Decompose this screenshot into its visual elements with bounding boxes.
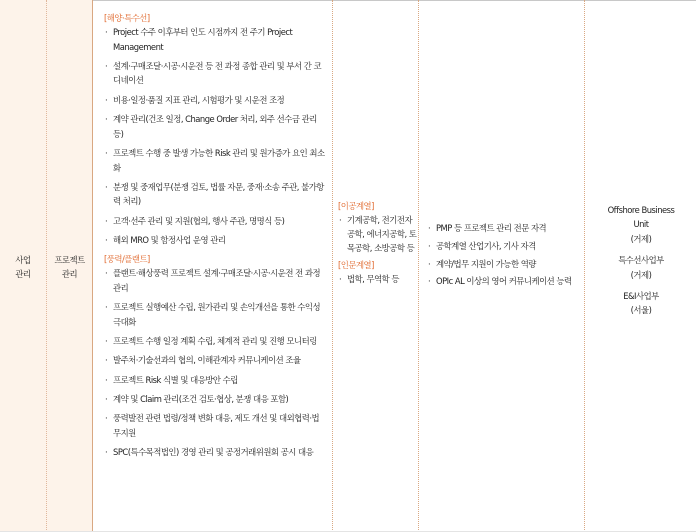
location-unit-place: (서울) — [630, 305, 652, 316]
list-item: · 계약 및 Claim 관리(조건 검토·협상, 분쟁 대응 포함) — [104, 392, 326, 407]
qualifications-cell — [418, 0, 584, 532]
majors-list-engineering — [338, 213, 418, 256]
majors-list-humanities — [338, 272, 418, 286]
list-item: · 프로젝트 Risk 식별 및 대응방안 수립 — [104, 373, 326, 388]
role-line-1: 프로젝트 — [54, 255, 85, 265]
list-item: · SPC(특수목적법인) 경영 관리 및 공정거래위원회 공시 대응 — [104, 445, 326, 460]
list-item: · 계약 관리(건조 일정, Change Order 처리, 외주 선수금 관리 등) — [104, 112, 326, 141]
role-line-2: 관리 — [61, 269, 78, 279]
majors-heading-humanities: [인문계열] — [338, 259, 374, 270]
duties-list-offshore — [104, 25, 326, 248]
location-unit-place: (거제) — [630, 233, 652, 244]
list-item: · 법학, 무역학 등 — [338, 272, 418, 286]
qualifications-list — [427, 221, 583, 289]
list-item: · 프로젝트 실행예산 수립, 원가관리 및 손익개선을 통한 수익성 극대화 — [104, 300, 326, 329]
list-item: · OPIc AL 이상의 영어 커뮤니케이션 능력 — [427, 274, 583, 289]
list-item: · 프로젝트 수행 일정 계획 수립, 체계적 관리 및 진행 모니터링 — [104, 334, 326, 349]
role-label — [47, 253, 92, 281]
majors-cell — [332, 0, 418, 532]
location-unit — [585, 253, 696, 282]
list-item: · 고객·선주 관리 및 지원(협의, 행사 주관, 명명식 등) — [104, 214, 326, 229]
list-item: · PMP 등 프로젝트 관리 전문 자격 — [427, 221, 583, 236]
location-unit-place: (거제) — [630, 269, 652, 280]
list-item: · 기계공학, 전기전자공학, 에너지공학, 토목공학, 소방공학 등 — [338, 213, 418, 256]
list-item: · 플랜트·해상풍력 프로젝트 설계·구매조달·시공·시운전 전 과정 관리 — [104, 266, 326, 295]
duties-heading-offshore: [해양·특수선] — [104, 13, 150, 23]
list-item: · 분쟁 및 중재업무(분쟁 검토, 법률 자문, 중재·소송 주관, 불가항력 처리) — [104, 180, 326, 209]
list-item: · 비용·일정·품질 지표 관리, 시험평가 및 시운전 조정 — [104, 93, 326, 108]
duties-cell — [92, 0, 332, 532]
category-line-1: 사업 — [15, 255, 31, 265]
location-unit — [585, 289, 696, 318]
location-unit-name: E&I사업부 — [623, 291, 659, 302]
category-label — [0, 253, 46, 281]
list-item: · 프로젝트 수행 중 발생 가능한 Risk 관리 및 원가증가 요인 최소화 — [104, 146, 326, 175]
location-unit-name: 특수선사업부 — [618, 255, 664, 266]
location-unit-name: Offshore Business Unit — [607, 205, 675, 230]
category-line-2: 관리 — [15, 269, 31, 279]
category-cell — [0, 0, 46, 532]
list-item: · Project 수주 이후부터 인도 시점까지 전 주기 Project Management — [104, 25, 326, 54]
locations-cell — [584, 0, 696, 532]
list-item: · 발주처·기술선과의 협의, 이해관계자 커뮤니케이션 조율 — [104, 353, 326, 368]
list-item: · 해외 MRO 및 함정사업 운영 관리 — [104, 233, 326, 248]
list-item: · 풍력발전 관련 법령/정책 변화 대응, 제도 개선 및 대외협력·법무지원 — [104, 411, 326, 440]
list-item: · 계약/법무 지원이 가능한 역량 — [427, 257, 583, 272]
location-unit — [585, 203, 696, 246]
role-cell — [46, 0, 92, 532]
list-item: · 설계·구매조달·시공·시운전 등 전 과정 종합 관리 및 부서 간 코디네이션 — [104, 59, 326, 88]
majors-heading-engineering: [이공계열] — [338, 201, 374, 211]
duties-list-wind — [104, 266, 326, 459]
duties-heading-wind: [풍력/플랜트] — [104, 254, 150, 265]
list-item: · 공학계열 산업기사, 기사 자격 — [427, 239, 583, 254]
